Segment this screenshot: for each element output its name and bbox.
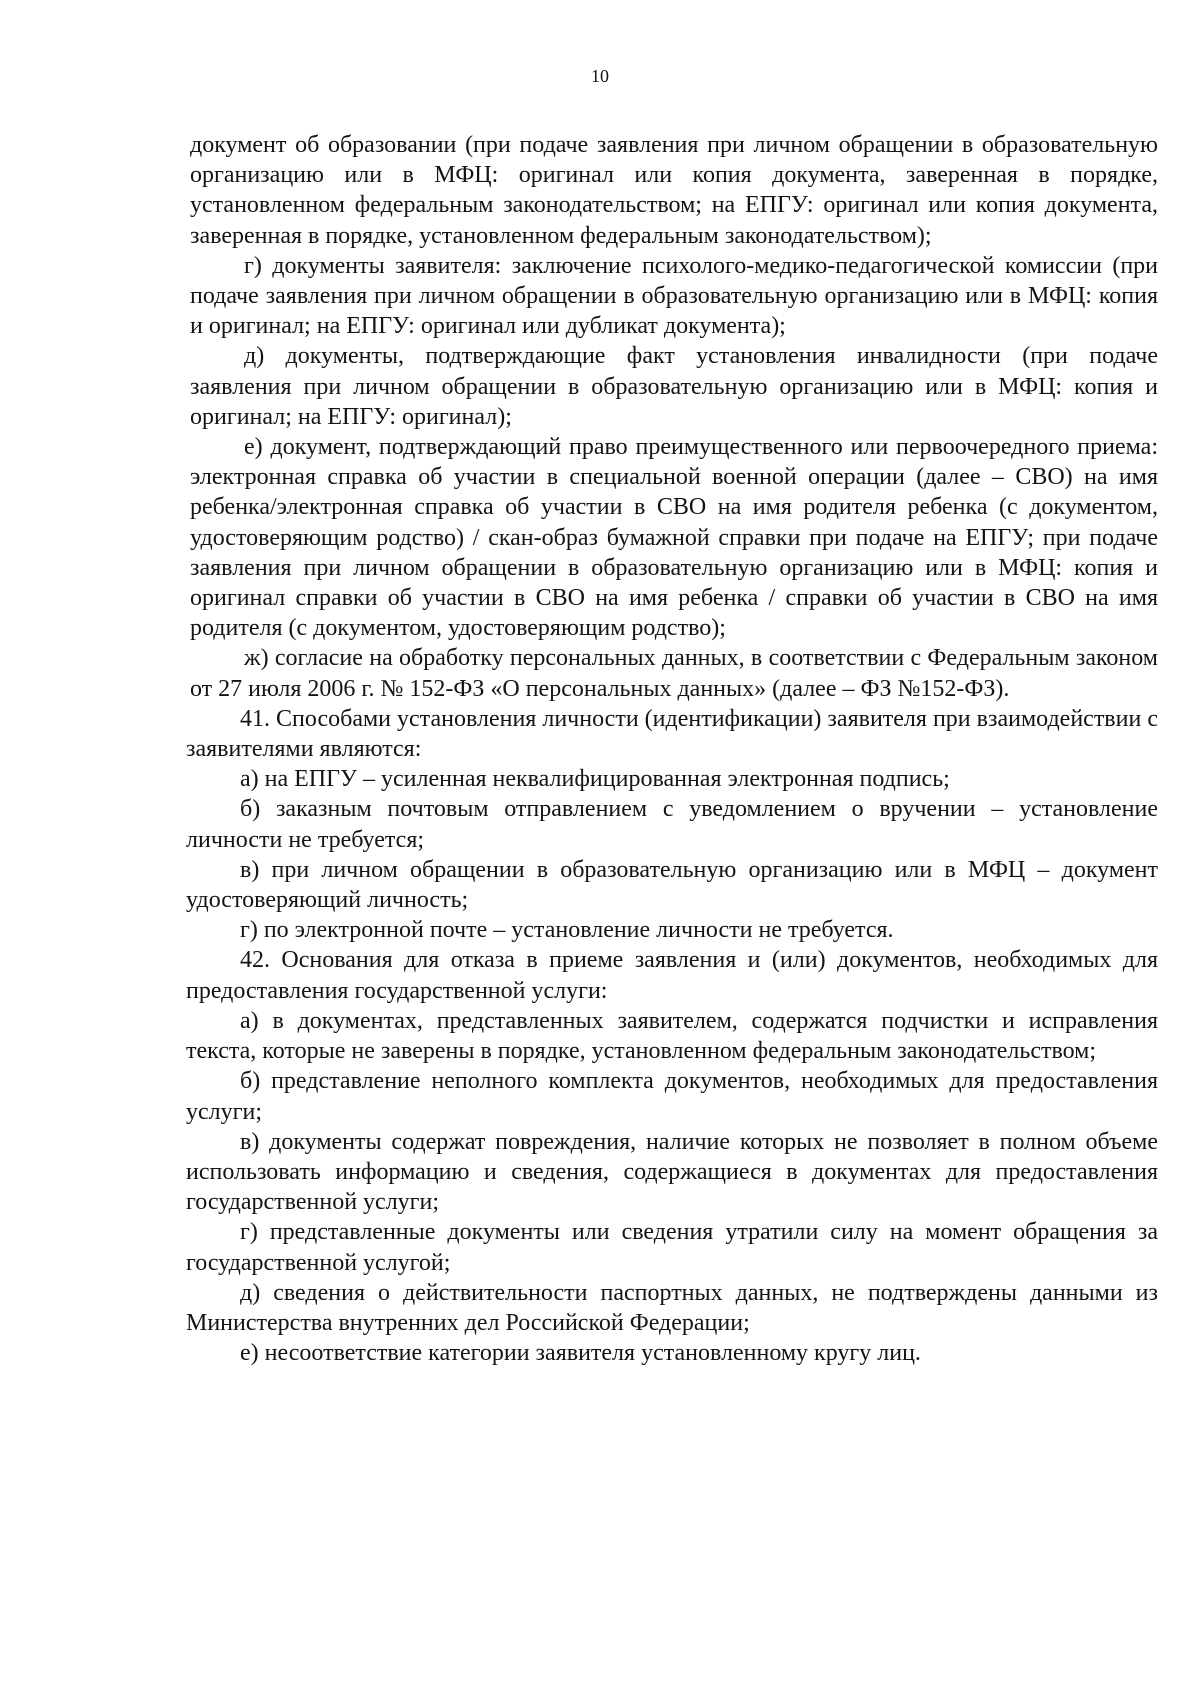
paragraph-42d-passport-data: д) сведения о действительности паспортных данных, не подтверждены данными из Министерства внутренних дел Российской Федерации; [186,1279,1158,1336]
paragraph-zh-personal-data-consent: ж) согласие на обработку персональных данных, в соответствии с Федеральным законом от 27 июля 2006 г. № 152-ФЗ «О персональных данных» (далее – ФЗ №152-ФЗ). [190,645,1158,702]
paragraph-41g-email: г) по электронной почте – установление личности не требуется. [240,917,894,944]
document-body [186,130,1158,1368]
paragraph-41-identification-methods: 41. Способами установления личности (идентификации) заявителя при взаимодействии с заявителями являются: [186,705,1158,763]
paragraph-41b-registered-mail: б) заказным почтовым отправлением с уведомлением о вручении – установление личности не требуется; [186,796,1158,853]
paragraph-42a-corrections: а) в документах, представленных заявителем, содержатся подчистки и исправления текста, которые не заверены в порядке, установленном федеральным законодательством; [186,1007,1158,1065]
paragraph-education-document: документ об образовании (при подаче заявления при личном обращении в образовательную организацию или в МФЦ: оригинал или копия документа, заверенная в порядке, установленном федеральным законодательством; на ЕПГУ: оригинал или копия документа, заверенная в порядке, установленном федеральным законодательством); [190,132,1158,249]
paragraph-g-pmpk-conclusion: г) документы заявителя: заключение психолого-медико-педагогической комиссии (при подаче заявления при личном обращении в образовательную организацию или в МФЦ: копия и оригинал; на ЕПГУ: оригинал или дубликат документа); [190,252,1158,340]
paragraph-42g-expired-documents: г) представленные документы или сведения утратили силу на момент обращения за государственной услугой; [186,1219,1158,1276]
paragraph-42v-damaged-documents: в) документы содержат повреждения, наличие которых не позволяет в полном объеме использовать информацию и сведения, содержащиеся в документах для предоставления государственной услуги; [186,1128,1158,1216]
paragraph-42-refusal-grounds: 42. Основания для отказа в приеме заявления и (или) документов, необходимых для предоставления государственной услуги: [186,947,1158,1004]
page-number: 10 [591,66,609,86]
paragraph-41v-personal-visit: в) при личном обращении в образовательную организацию или в МФЦ – документ удостоверяющий личность; [186,856,1158,914]
paragraph-42e-applicant-category: е) несоответствие категории заявителя установленному кругу лиц. [240,1340,921,1367]
paragraph-42b-incomplete-set: б) представление неполного комплекта документов, необходимых для предоставления услуги; [186,1068,1158,1125]
paragraph-d-disability-documents: д) документы, подтверждающие факт установления инвалидности (при подаче заявления при личном обращении в образовательную организацию или в МФЦ: копия и оригинал; на ЕПГУ: оригинал); [190,343,1158,430]
paragraph-e-priority-right-document: е) документ, подтверждающий право преимущественного или первоочередного приема: электронная справка об участии в специальной военной операции (далее – СВО) на имя ребенка/электронная справка об участии в СВО на имя родителя ребенка (с документом, удостоверяющим родство) / скан-образ бумажной справки при подаче на ЕПГУ; при подаче заявления при личном обращении в образовательную организацию или в МФЦ: копия и оригинал справки об участии в СВО на имя ребенка / справки об участии в СВО на имя родителя (с документом, удостоверяющим родство); [190,434,1158,642]
paragraph-41a-epgu-signature: а) на ЕПГУ – усиленная неквалифицированная электронная подпись; [240,766,950,793]
